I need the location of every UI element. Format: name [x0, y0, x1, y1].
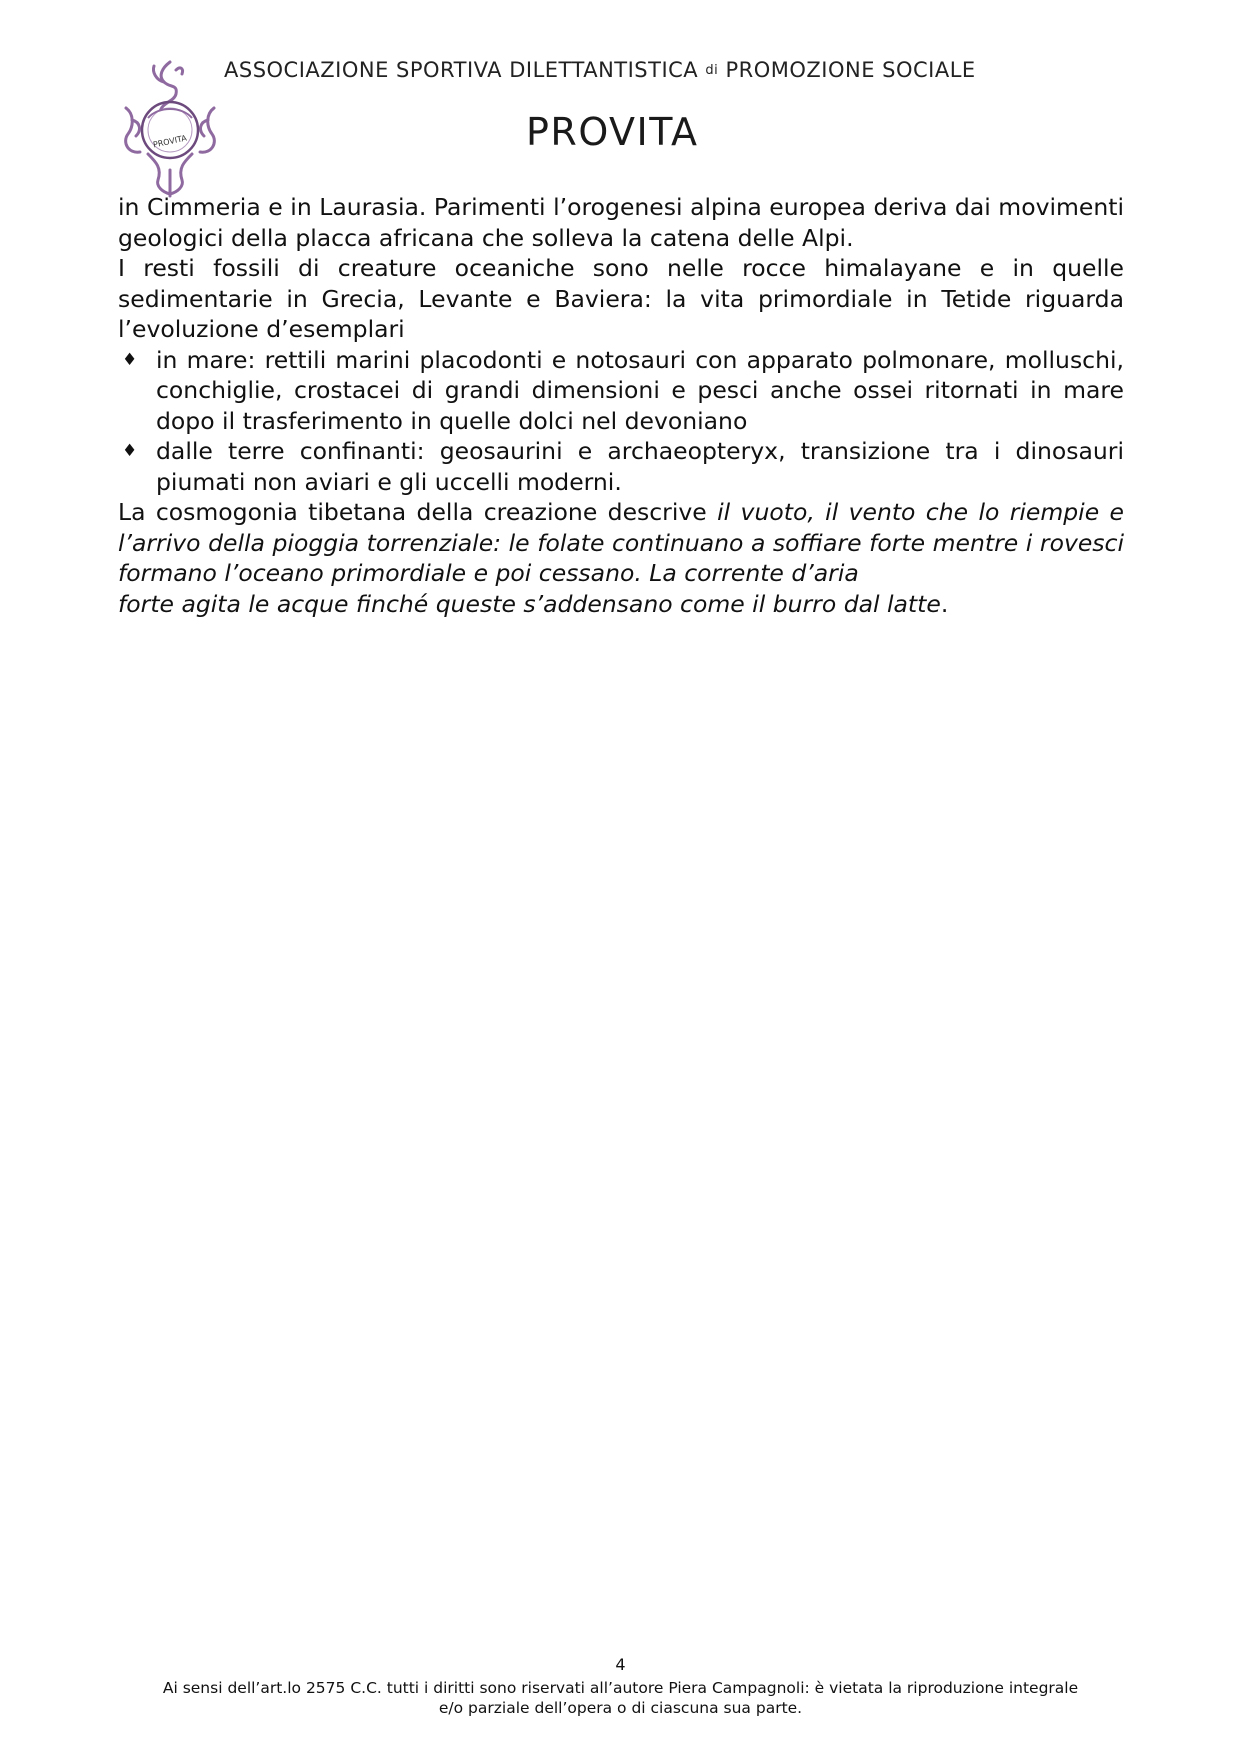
paragraph-1: in Cimmeria e in Laurasia. Parimenti l’orogenesi alpina europea deriva dai movimenti geologici della placca africana che solleva la catena delle Alpi.	[118, 193, 1124, 252]
bullet-list	[118, 345, 1124, 498]
list-item	[118, 436, 1124, 497]
list-item-text: in mare: rettili marini placodonti e notosauri con apparato polmonare, molluschi, conchiglie, crostacei di grandi dimensioni e pesci anche ossei ritornati in mare dopo il trasferimento in quelle dolci nel devoniano	[156, 345, 1124, 435]
diamond-bullet-icon: ♦	[122, 349, 138, 370]
copyright-line-2: e/o parziale dell’opera o di ciascuna sua parte.	[438, 1699, 803, 1717]
association-name	[224, 58, 1024, 82]
paragraph-3-italic: il vuoto, il vento che lo riempie e l’arrivo della pioggia torrenziale: le folate continuano a soffiare forte mentre i rovesci formano l’oceano primordiale e poi cessano. La corrente d’aria	[118, 498, 1124, 587]
association-name-di: di	[705, 63, 719, 78]
association-name-start: ASSOCIAZIONE SPORTIVA DILETTANTISTICA	[224, 58, 699, 82]
organization-title: PROVITA	[526, 110, 699, 154]
document-body	[118, 192, 1124, 619]
paragraph-3-plain: La cosmogonia tibetana della creazione descrive	[118, 498, 718, 526]
list-item-text: dalle terre confinanti: geosaurini e archaeopteryx, transizione tra i dinosauri piumati non aviari e gli uccelli moderni.	[156, 437, 1124, 496]
paragraph-3-continued	[118, 589, 1124, 620]
paragraph-2: I resti fossili di creature oceaniche sono nelle rocce himalayane e in quelle sedimentarie in Grecia, Levante e Baviera: la vita primordiale in Tetide riguarda l’evoluzione d’esemplari	[118, 254, 1124, 343]
paragraph-3-italic-end: forte agita le acque finché queste s’addensano come il burro dal latte	[118, 589, 941, 618]
copyright-notice	[110, 1678, 1131, 1718]
association-logo	[118, 58, 222, 198]
paragraph-3	[118, 497, 1124, 589]
svg-text:PROVITA: PROVITA	[152, 133, 188, 150]
page-number: 4	[615, 1655, 626, 1674]
diamond-bullet-icon: ♦	[122, 441, 138, 461]
paragraph-3-period: .	[940, 589, 949, 618]
association-name-end: PROMOZIONE SOCIALE	[725, 58, 976, 82]
list-item	[118, 345, 1124, 437]
copyright-line-1: Ai sensi dell’art.lo 2575 C.C. tutti i diritti sono riservati all’autore Piera Campagnoli: è vietata la riproduzione integrale	[162, 1679, 1079, 1697]
